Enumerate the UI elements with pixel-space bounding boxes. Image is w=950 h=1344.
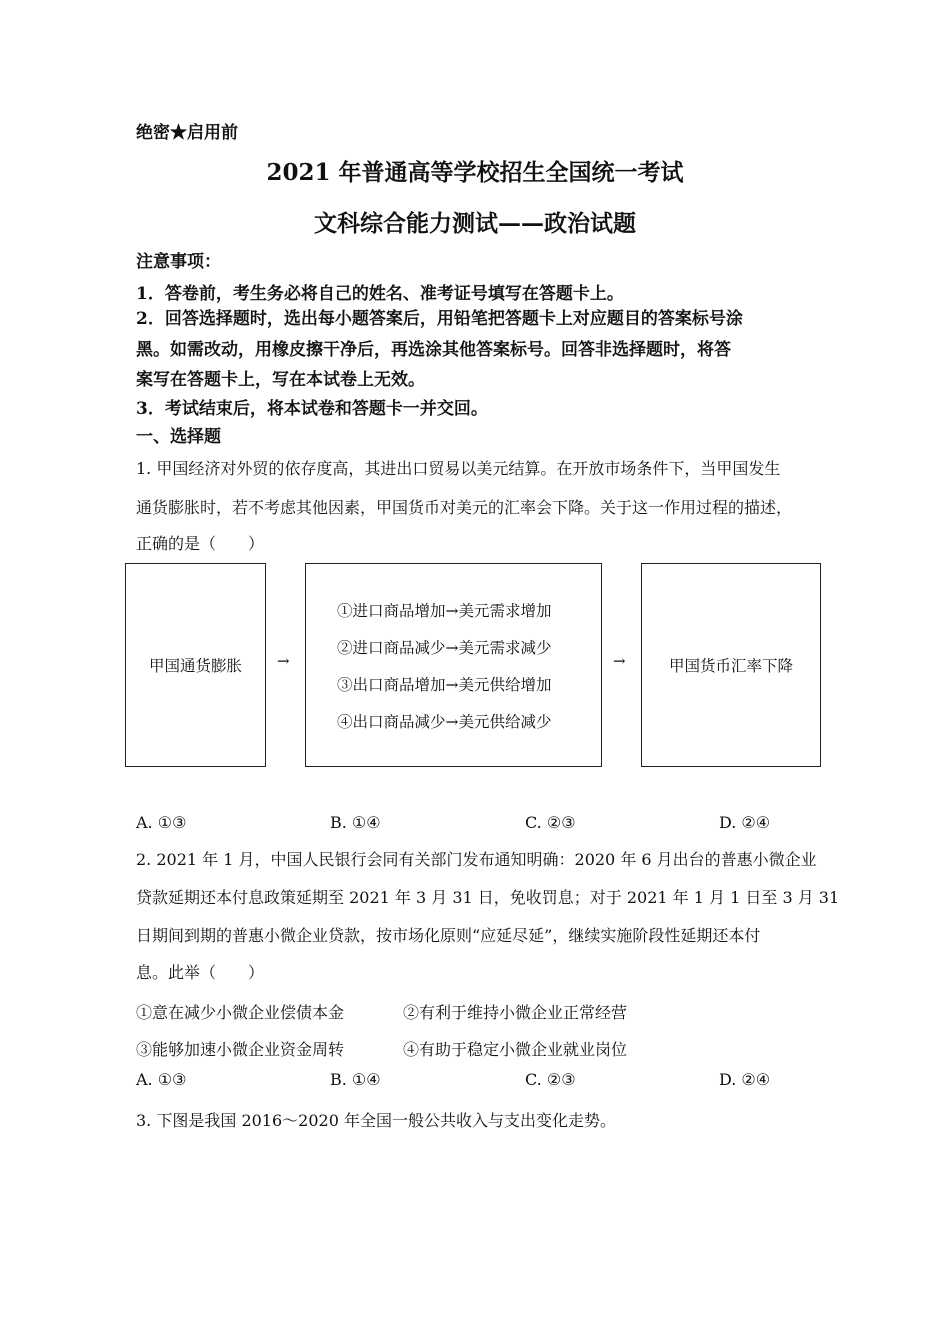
q2-option-d: D. ②④ xyxy=(719,1070,771,1089)
diagram-middle-box xyxy=(305,563,602,767)
notice-item-3: 3．考试结束后，将本试卷和答题卡一并交回。 xyxy=(136,399,488,419)
diagram-left-box xyxy=(125,563,266,767)
q1-option-b: B. ①④ xyxy=(330,813,381,832)
diagram-right-text: 甲国货币汇率下降 xyxy=(668,657,793,675)
notice-item-2-line-3: 案写在答题卡上，写在本试卷上无效。 xyxy=(136,370,425,390)
notice-item-2-line-2: 黑。如需改动，用橡皮擦干净后，再选涂其他答案标号。回答非选择题时，将答 xyxy=(136,340,731,360)
notice-item-1: 1．答卷前，考生务必将自己的姓名、准考证号填写在答题卡上。 xyxy=(136,284,624,304)
q2-statement-1: ①意在减少小微企业偿债本金 xyxy=(136,1003,345,1022)
q2-option-c: C. ②③ xyxy=(525,1070,576,1089)
q1-line-3: 正确的是（ ） xyxy=(136,534,265,553)
diagram-middle-item: ①进口商品增加→美元需求增加 xyxy=(337,602,552,620)
notice-heading: 注意事项： xyxy=(136,252,221,272)
q1-option-c: C. ②③ xyxy=(525,813,576,832)
q2-line-1: 2. 2021 年 1 月，中国人民银行会同有关部门发布通知明确：2020 年 6 月出台的普惠小微企业 xyxy=(136,850,817,869)
q1-option-d: D. ②④ xyxy=(719,813,771,832)
confidential-label: 绝密★启用前 xyxy=(136,123,238,143)
q2-line-3: 日期间到期的普惠小微企业贷款，按市场化原则“应延尽延”，继续实施阶段性延期还本付 xyxy=(136,926,761,945)
exam-title: 2021 年普通高等学校招生全国统一考试 xyxy=(266,159,684,186)
q1-line-2: 通货膨胀时，若不考虑其他因素，甲国货币对美元的汇率会下降。关于这一作用过程的描述， xyxy=(136,498,793,517)
q2-line-4: 息。此举（ ） xyxy=(136,963,265,982)
diagram-middle-item: ③出口商品增加→美元供给增加 xyxy=(337,676,552,694)
notice-item-2-line-1: 2．回答选择题时，选出每小题答案后，用铅笔把答题卡上对应题目的答案标号涂 xyxy=(136,309,743,329)
q2-option-a: A. ①③ xyxy=(136,1070,187,1089)
q3-line-1: 3. 下图是我国 2016～2020 年全国一般公共收入与支出变化走势。 xyxy=(136,1111,616,1130)
q2-statement-4: ④有助于稳定小微企业就业岗位 xyxy=(403,1040,628,1059)
exam-subtitle: 文科综合能力测试——政治试题 xyxy=(314,210,636,237)
q1-option-a: A. ①③ xyxy=(136,813,187,832)
q2-statement-2: ②有利于维持小微企业正常经营 xyxy=(403,1003,628,1022)
diagram-right-box xyxy=(641,563,821,767)
q2-line-2: 贷款延期还本付息政策延期至 2021 年 3 月 31 日，免收罚息；对于 2021 年 1 月 1 日至 3 月 31 xyxy=(136,888,840,907)
diagram-middle-item: ②进口商品减少→美元需求减少 xyxy=(337,639,552,657)
diagram-arrow-2: → xyxy=(613,652,626,670)
q2-option-b: B. ①④ xyxy=(330,1070,381,1089)
diagram-middle-item: ④出口商品减少→美元供给减少 xyxy=(337,713,552,731)
diagram-arrow-1: → xyxy=(277,652,290,670)
q2-statement-3: ③能够加速小微企业资金周转 xyxy=(136,1040,345,1059)
section-heading: 一、选择题 xyxy=(136,427,221,447)
q1-line-1: 1. 甲国经济对外贸的依存度高，其进出口贸易以美元结算。在开放市场条件下，当甲国发生 xyxy=(136,459,781,478)
diagram-left-text: 甲国通货膨胀 xyxy=(148,657,242,675)
